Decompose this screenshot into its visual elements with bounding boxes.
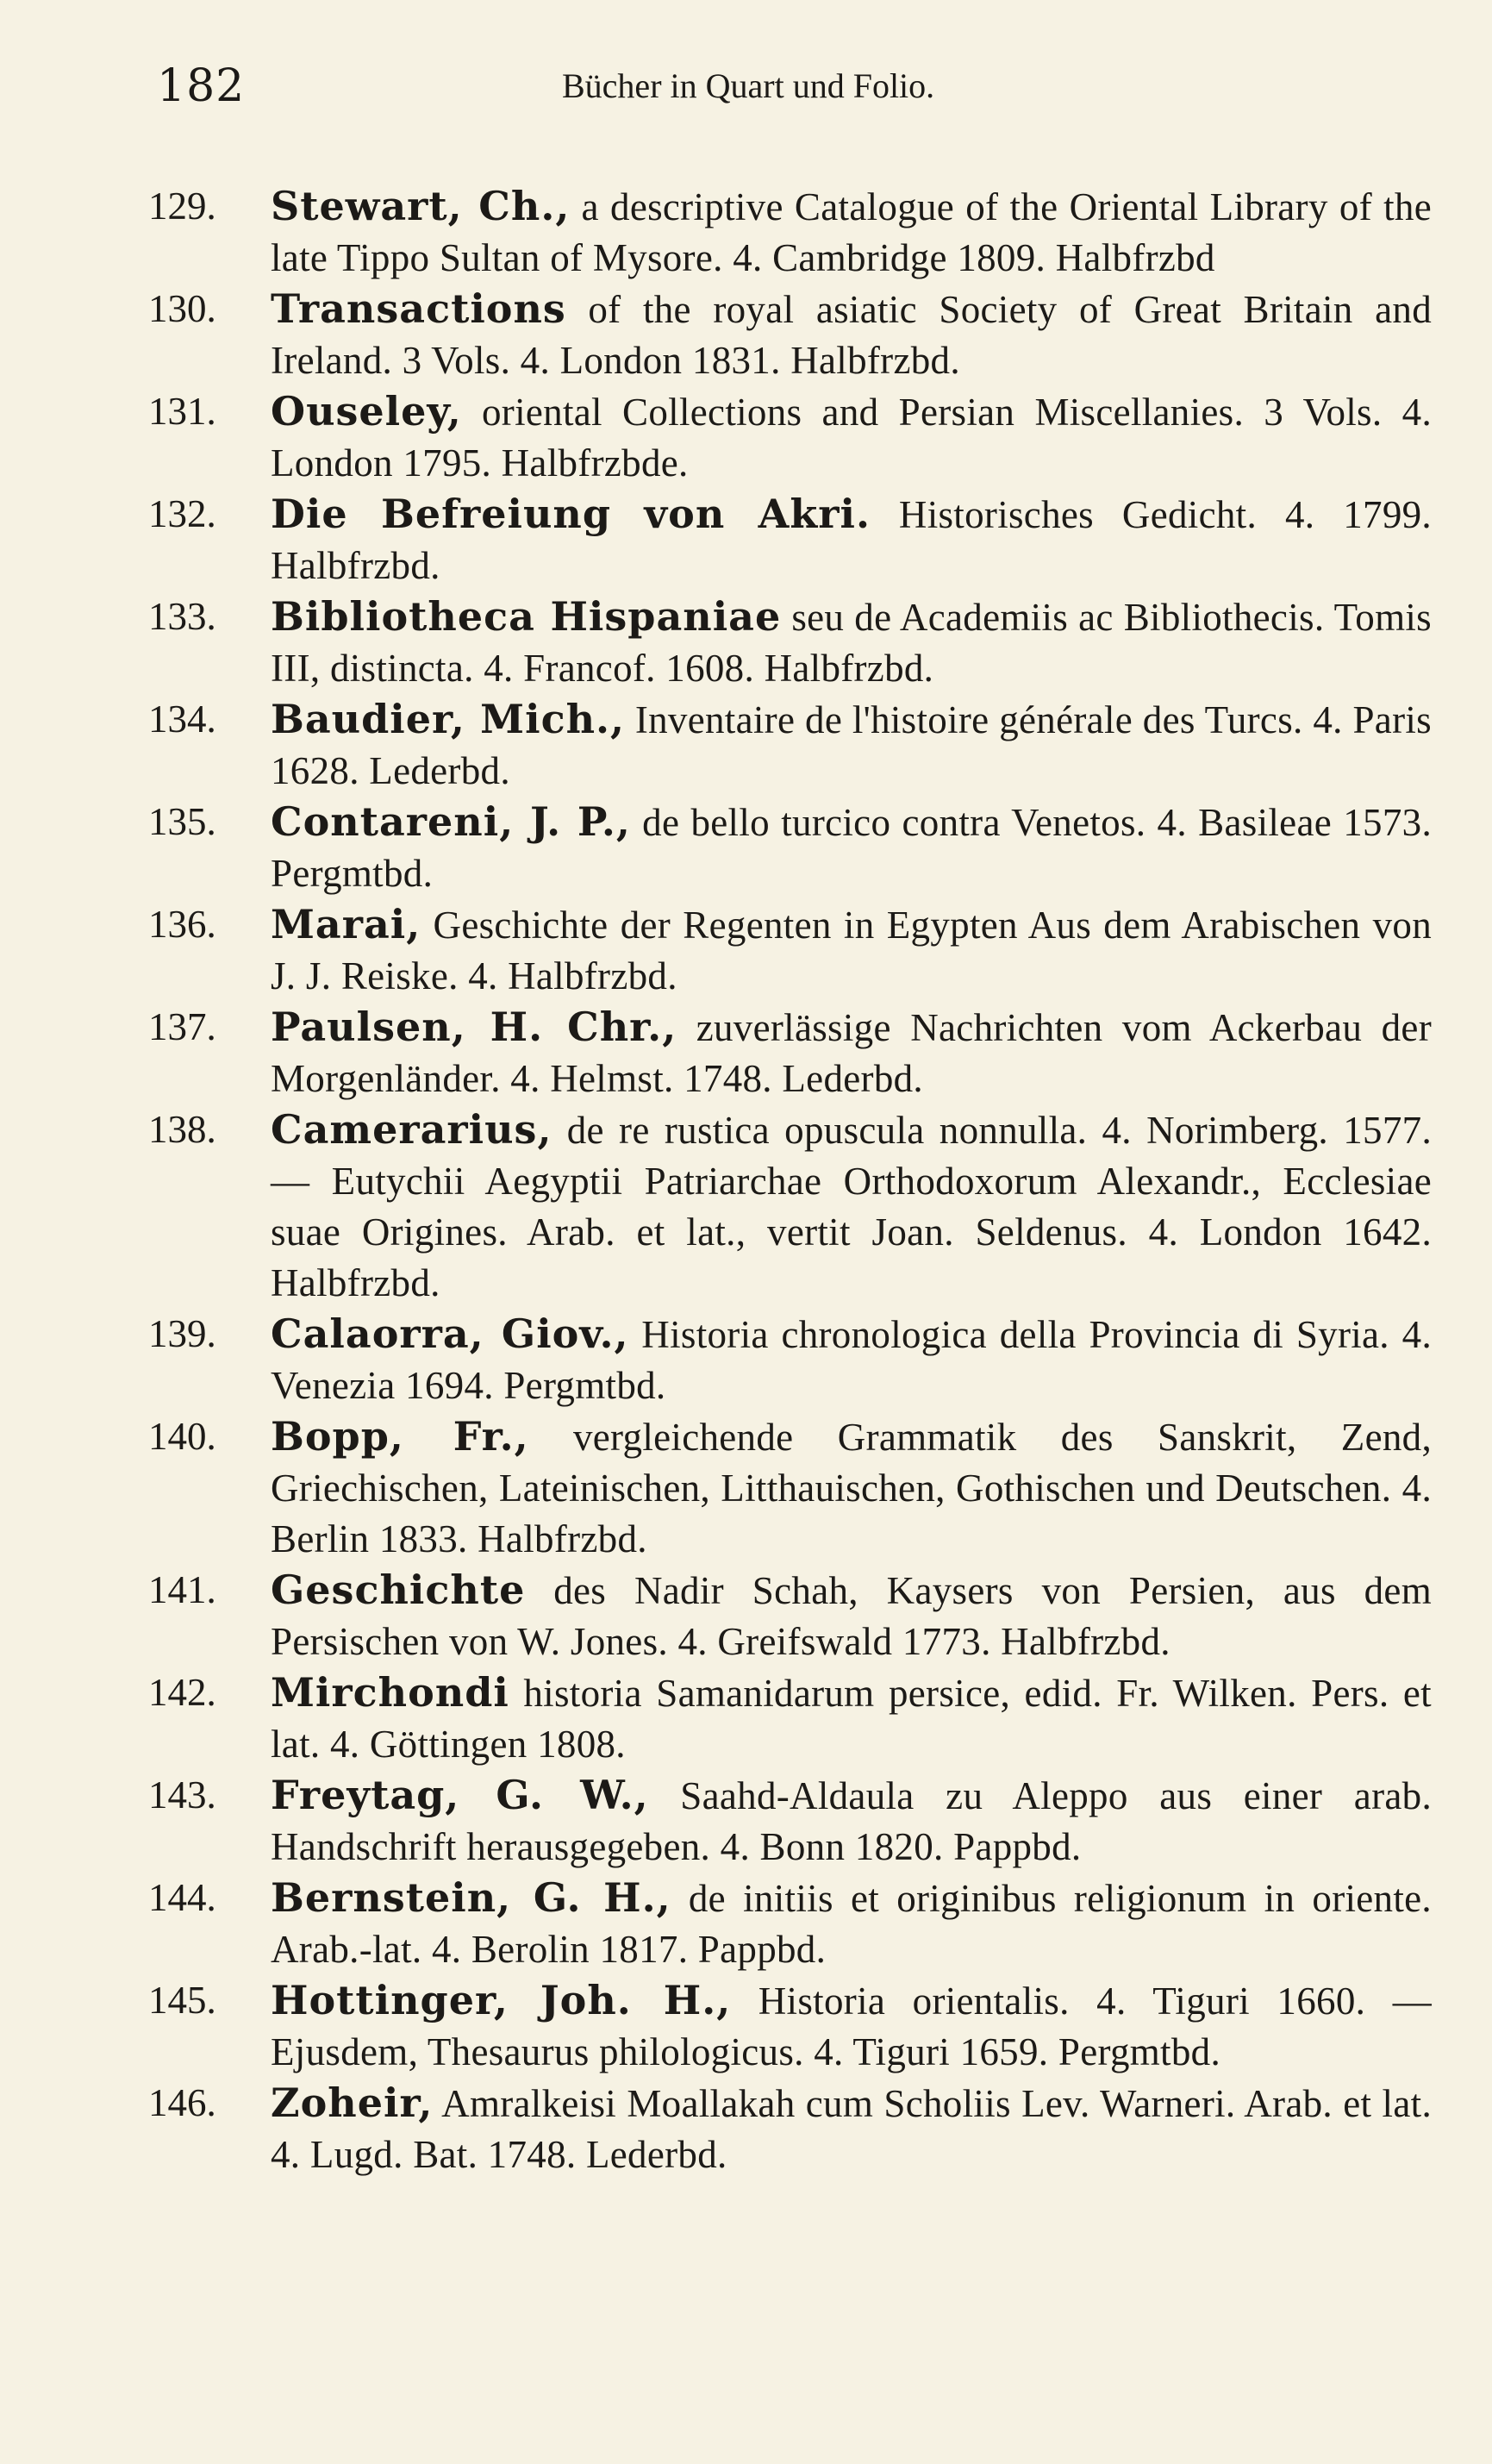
catalogue-entry bbox=[148, 1565, 1432, 1667]
entry-text bbox=[271, 591, 1432, 694]
entry-head: Calaorra, Giov., bbox=[271, 1310, 629, 1357]
running-head bbox=[148, 45, 1432, 128]
entry-text bbox=[271, 1770, 1432, 1873]
entry-head: Camerarius, bbox=[271, 1106, 552, 1153]
entry-body: a descriptive Catalogue of the Oriental Library of the late Tippo Sultan of Mysore. 4. Cambridge 1809. Halbfrzbd bbox=[271, 185, 1432, 279]
entry-head: Freytag, G. W., bbox=[271, 1772, 649, 1818]
entry-body: historia Samanidarum persice, edid. Fr. Wilken. Pers. et lat. 4. Göttingen 1808. bbox=[271, 1672, 1432, 1766]
entry-head: Bopp, Fr., bbox=[271, 1413, 529, 1460]
entry-number: 132. bbox=[148, 492, 216, 535]
entry-text bbox=[271, 1002, 1432, 1104]
entry-text bbox=[271, 694, 1432, 797]
entry-number: 137. bbox=[148, 1005, 216, 1048]
entry-number: 140. bbox=[148, 1415, 216, 1458]
entry-text bbox=[271, 386, 1432, 489]
entry-text bbox=[271, 899, 1432, 1002]
entry-body: Amralkeisi Moallakah cum Scholiis Lev. Warneri. Arab. et lat. 4. Lugd. Bat. 1748. Lederbd. bbox=[271, 2082, 1432, 2176]
entry-head: Geschichte bbox=[271, 1567, 526, 1613]
entry-text bbox=[271, 1667, 1432, 1770]
entry-text bbox=[271, 1873, 1432, 1975]
catalogue-entry bbox=[148, 489, 1432, 591]
catalogue-entry bbox=[148, 386, 1432, 489]
catalogue-entry bbox=[148, 1770, 1432, 1873]
entry-body: zuverlässige Nachrichten vom Ackerbau der Morgenländer. 4. Helmst. 1748. Lederbd. bbox=[271, 1006, 1432, 1100]
entry-head: Baudier, Mich., bbox=[271, 696, 626, 742]
catalogue-entry bbox=[148, 1411, 1432, 1565]
catalogue-entry bbox=[148, 2078, 1432, 2180]
entry-number: 130. bbox=[148, 287, 216, 330]
entry-text bbox=[271, 2078, 1432, 2180]
catalogue-entry bbox=[148, 181, 1432, 284]
entry-body: de re rustica opuscula nonnulla. 4. Norimberg. 1577. — Eutychii Aegyptii Patriarchae Orthodoxorum Alexandr., Ecclesiae suae Origines. Arab. et lat., vertit Joan. Seldenus. 4. London 1642. Halbfrzbd. bbox=[271, 1109, 1432, 1304]
catalogue-entry bbox=[148, 694, 1432, 797]
catalogue-entry bbox=[148, 1667, 1432, 1770]
page-header-title: Bücher in Quart und Folio. bbox=[562, 66, 935, 105]
entry-body: de initiis et originibus religionum in oriente. Arab.-lat. 4. Berolin 1817. Pappbd. bbox=[271, 1877, 1432, 1971]
entry-text bbox=[271, 1411, 1432, 1565]
catalogue-entry bbox=[148, 1104, 1432, 1309]
entry-text bbox=[271, 181, 1432, 284]
entry-text bbox=[271, 1104, 1432, 1309]
entry-text bbox=[271, 797, 1432, 899]
entry-head: Zoheir, bbox=[271, 2079, 434, 2126]
entry-number: 129. bbox=[148, 184, 216, 228]
entry-head: Marai, bbox=[271, 901, 421, 947]
entry-text bbox=[271, 1309, 1432, 1411]
entry-head: Mirchondi bbox=[271, 1669, 509, 1716]
entry-number: 136. bbox=[148, 903, 216, 946]
catalogue-entry bbox=[148, 1975, 1432, 2078]
catalogue-entry bbox=[148, 284, 1432, 386]
entry-body: oriental Collections and Persian Miscellanies. 3 Vols. 4. London 1795. Halbfrzbde. bbox=[271, 391, 1432, 485]
entry-body: des Nadir Schah, Kaysers von Persien, aus dem Persischen von W. Jones. 4. Greifswald 1773. Halbfrzbd. bbox=[271, 1569, 1432, 1663]
entry-text bbox=[271, 1565, 1432, 1667]
entry-body: Geschichte der Regenten in Egypten Aus dem Arabischen von J. J. Reiske. 4. Halbfrzbd. bbox=[271, 904, 1432, 997]
entry-text bbox=[271, 284, 1432, 386]
entry-number: 141. bbox=[148, 1568, 216, 1611]
entry-number: 135. bbox=[148, 800, 216, 843]
catalogue-entries bbox=[148, 181, 1432, 2180]
entry-number: 144. bbox=[148, 1876, 216, 1919]
entry-body: Historia chronologica della Provincia di Syria. 4. Venezia 1694. Pergmtbd. bbox=[271, 1313, 1432, 1407]
catalogue-entry bbox=[148, 797, 1432, 899]
entry-body: of the royal asiatic Society of Great Britain and Ireland. 3 Vols. 4. London 1831. Halbfrzbd. bbox=[271, 288, 1432, 382]
catalogue-entry bbox=[148, 1309, 1432, 1411]
entry-head: Stewart, Ch., bbox=[271, 183, 571, 229]
entry-text bbox=[271, 1975, 1432, 2078]
entry-number: 146. bbox=[148, 2081, 216, 2124]
entry-head: Bibliotheca Hispaniae bbox=[271, 593, 782, 640]
entry-body: vergleichende Grammatik des Sanskrit, Zend, Griechischen, Lateinischen, Litthauischen, Gothischen und Deutschen. 4. Berlin 1833. Halbfrzbd. bbox=[271, 1416, 1433, 1560]
entry-body: de bello turcico contra Venetos. 4. Basileae 1573. Pergmtbd. bbox=[271, 801, 1432, 895]
catalogue-entry bbox=[148, 591, 1432, 694]
entry-number: 145. bbox=[148, 1979, 216, 2022]
entry-body: Historia orientalis. 4. Tiguri 1660. — Ejusdem, Thesaurus philologicus. 4. Tiguri 1659. Pergmtbd. bbox=[271, 1979, 1432, 2073]
catalogue-entry bbox=[148, 1873, 1432, 1975]
entry-number: 133. bbox=[148, 595, 216, 638]
entry-head: Ouseley, bbox=[271, 388, 462, 435]
entry-head: Transactions bbox=[271, 285, 566, 332]
entry-head: Hottinger, Joh. H., bbox=[271, 1977, 732, 2023]
entry-number: 142. bbox=[148, 1671, 216, 1714]
entry-body: Inventaire de l'histoire générale des Turcs. 4. Paris 1628. Lederbd. bbox=[271, 698, 1432, 792]
catalogue-entry bbox=[148, 1002, 1432, 1104]
entry-head: Paulsen, H. Chr., bbox=[271, 1004, 677, 1050]
entry-body: seu de Academiis ac Bibliothecis. Tomis III, distincta. 4. Francof. 1608. Halbfrzbd. bbox=[271, 596, 1432, 690]
entry-number: 139. bbox=[148, 1312, 216, 1355]
entry-head: Die Befreiung von Akri. bbox=[271, 491, 871, 537]
entry-body: Saahd-Aldaula zu Aleppo aus einer arab. Handschrift herausgegeben. 4. Bonn 1820. Pappbd. bbox=[271, 1774, 1432, 1868]
entry-head: Contareni, J. P., bbox=[271, 798, 631, 845]
entry-body: Historisches Gedicht. 4. 1799. Halbfrzbd. bbox=[271, 493, 1432, 587]
entry-number: 134. bbox=[148, 697, 216, 741]
entry-number: 131. bbox=[148, 390, 216, 433]
entry-head: Bernstein, G. H., bbox=[271, 1874, 671, 1921]
entry-text bbox=[271, 489, 1432, 591]
entry-number: 143. bbox=[148, 1773, 216, 1817]
page-number: 182 bbox=[157, 60, 246, 112]
catalogue-entry bbox=[148, 899, 1432, 1002]
entry-number: 138. bbox=[148, 1108, 216, 1151]
